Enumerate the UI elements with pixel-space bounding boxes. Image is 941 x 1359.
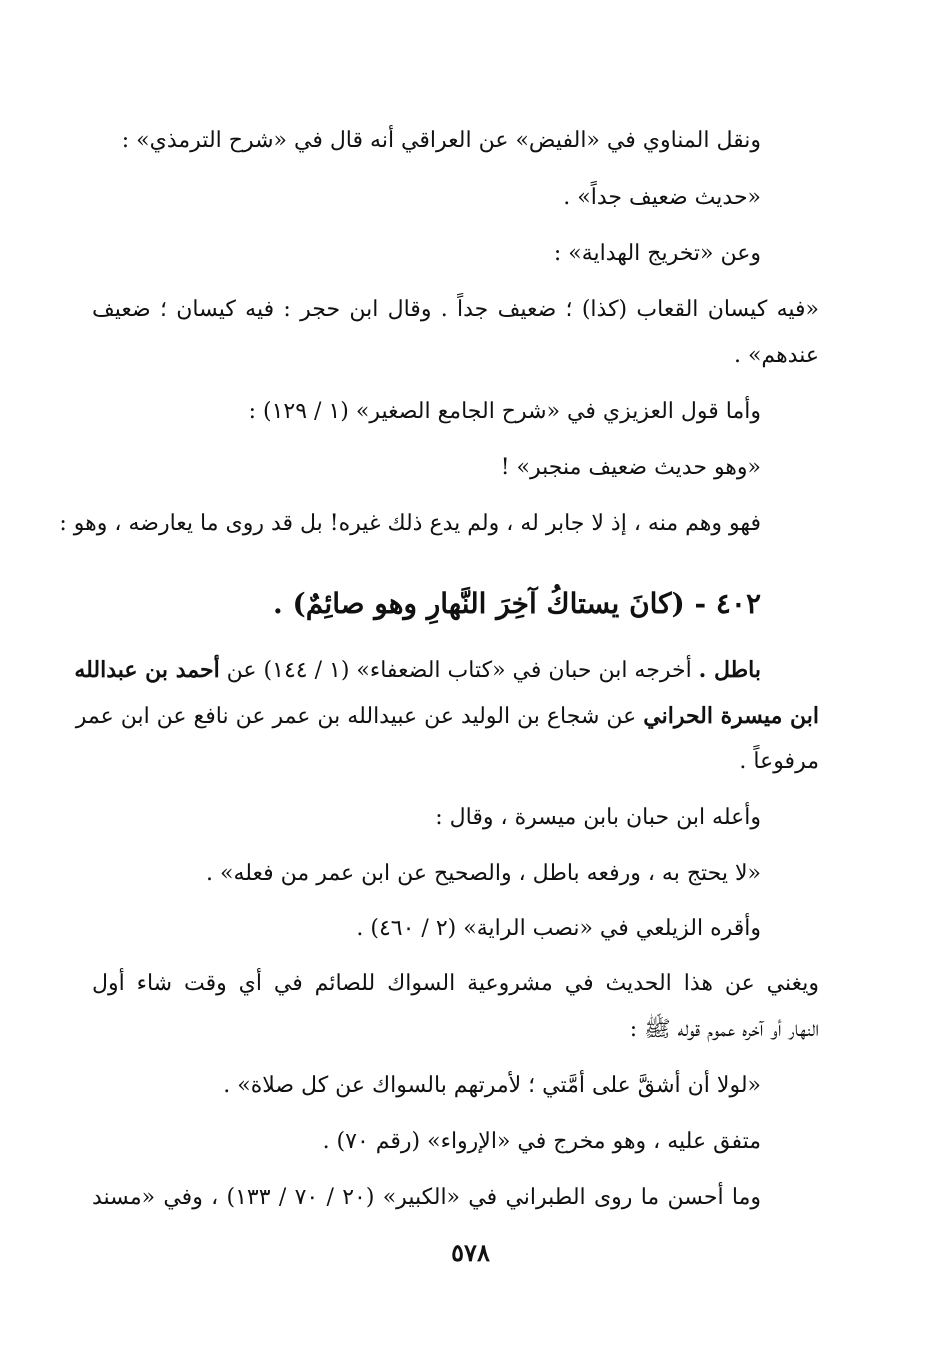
text-line-7: «وهو حديث ضعيف منجبر» ! <box>500 455 761 480</box>
text-line-15: وأقره الزيلعي في «نصب الراية» (٢ / ٤٦٠) . <box>356 916 761 941</box>
text-line-12: مرفوعاً . <box>739 749 819 774</box>
text-line-11-body: عن شجاع بن الوليد عن عبيدالله بن عمر عن نافع عن ابن عمر <box>75 704 644 729</box>
text-line-5: عندهم» . <box>733 343 819 368</box>
text-line-10-body: أخرجه ابن حبان في «كتاب الضعفاء» (١ / ١٤٤) عن <box>219 658 699 683</box>
text-line-16: ويغني عن هذا الحديث في مشروعية السواك للصائم في أي وقت شاء أول <box>92 971 819 996</box>
text-line-2: «حديث ضعيف جداً» . <box>563 185 761 210</box>
text-line-11 <box>75 701 819 732</box>
text-line-14: «لا يحتج به ، ورفعه باطل ، والصحيح عن ابن عمر من فعله» . <box>206 861 761 886</box>
verdict-label: باطل . <box>698 657 761 683</box>
narrator-name-2: ابن ميسرة الحراني <box>643 703 819 729</box>
text-line-19: متفق عليه ، وهو مخرج في «الإرواء» (رقم ٧٠) . <box>322 1129 761 1154</box>
text-line-6: وأما قول العزيزي في «شرح الجامع الصغير» (١ / ١٢٩) : <box>248 399 761 424</box>
text-line-20: وما أحسن ما روى الطبراني في «الكبير» (٢٠ / ٧٠ / ١٣٣) ، وفي «مسند <box>92 1185 761 1210</box>
text-line-1: ونقل المناوي في «الفيض» عن العراقي أنه قال في «شرح الترمذي» : <box>121 128 761 153</box>
text-line-8: فهو وهم منه ، إذ لا جابر له ، ولم يدع ذلك غيره! بل قد روى ما يعارضه ، وهو : <box>59 511 761 536</box>
text-line-10 <box>74 655 761 686</box>
hadith-heading: ٤٠٢ - (كانَ يستاكُ آخِرَ النَّهارِ وهو صائِمٌ) . <box>273 587 761 620</box>
page-number: ٥٧٨ <box>451 1238 490 1267</box>
text-line-4: «فيه كيسان القعاب (كذا) ؛ ضعيف جداً . وقال ابن حجر : فيه كيسان ؛ ضعيف <box>92 297 819 322</box>
text-line-13: وأعله ابن حبان بابن ميسرة ، وقال : <box>435 805 761 830</box>
narrator-name-1: أحمد بن عبدالله <box>74 657 220 683</box>
text-line-17: النهار أو آخره عموم قوله ﷺ : <box>629 1017 819 1042</box>
text-line-18: «لولا أن أشقَّ على أمَّتي ؛ لأمرتهم بالسواك عن كل صلاة» . <box>223 1073 761 1098</box>
text-line-3: وعن «تخريج الهداية» : <box>553 241 761 266</box>
